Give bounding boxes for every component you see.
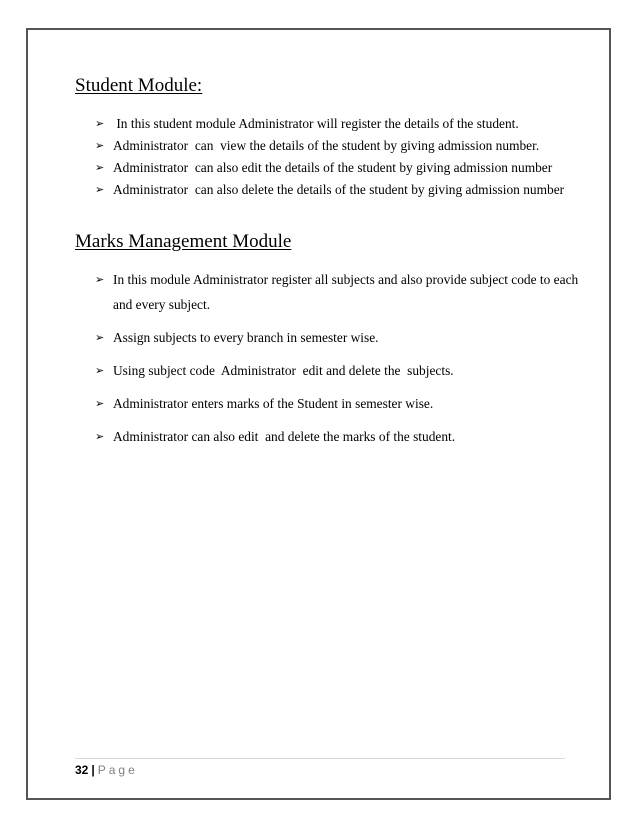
arrow-bullet-icon: ➢	[95, 139, 105, 152]
page-footer	[75, 763, 138, 777]
student-module-list	[95, 113, 564, 201]
arrow-bullet-icon: ➢	[95, 273, 105, 286]
list-item-text: In this module Administrator register all subjects and also provide subject code to each and every subject.	[113, 272, 579, 312]
list-item	[95, 179, 564, 201]
list-item-text: Administrator can also edit and delete the marks of the student.	[113, 429, 456, 444]
page-label: Page	[97, 763, 138, 777]
arrow-bullet-icon: ➢	[95, 331, 105, 344]
marks-module-list	[95, 267, 583, 457]
marks-module-heading: Marks Management Module	[75, 231, 292, 252]
arrow-bullet-icon: ➢	[95, 161, 105, 174]
footer-separator: |	[91, 763, 95, 777]
list-item-text: Administrator can also edit the details of the student by giving admission number	[113, 160, 553, 175]
arrow-bullet-icon: ➢	[95, 364, 105, 377]
student-module-heading: Student Module:	[75, 75, 203, 96]
arrow-bullet-icon: ➢	[95, 183, 105, 196]
list-item	[95, 424, 583, 449]
list-item-text: Assign subjects to every branch in semester wise.	[113, 330, 379, 345]
list-item	[95, 267, 583, 317]
list-item-text: Administrator enters marks of the Student in semester wise.	[113, 396, 434, 411]
list-item-text: Administrator can view the details of the student by giving admission number.	[113, 138, 540, 153]
list-item	[95, 391, 583, 416]
list-item	[95, 358, 583, 383]
list-item	[95, 325, 583, 350]
list-item-text: Using subject code Administrator edit and delete the subjects.	[113, 363, 454, 378]
arrow-bullet-icon: ➢	[95, 397, 105, 410]
arrow-bullet-icon: ➢	[95, 430, 105, 443]
list-item	[95, 113, 564, 135]
list-item-text: In this student module Administrator will register the details of the student.	[113, 116, 519, 131]
arrow-bullet-icon: ➢	[95, 117, 105, 130]
list-item	[95, 135, 564, 157]
list-item	[95, 157, 564, 179]
page-number: 32	[75, 763, 89, 777]
footer-divider	[75, 758, 565, 759]
list-item-text: Administrator can also delete the details of the student by giving admission number	[113, 182, 565, 197]
